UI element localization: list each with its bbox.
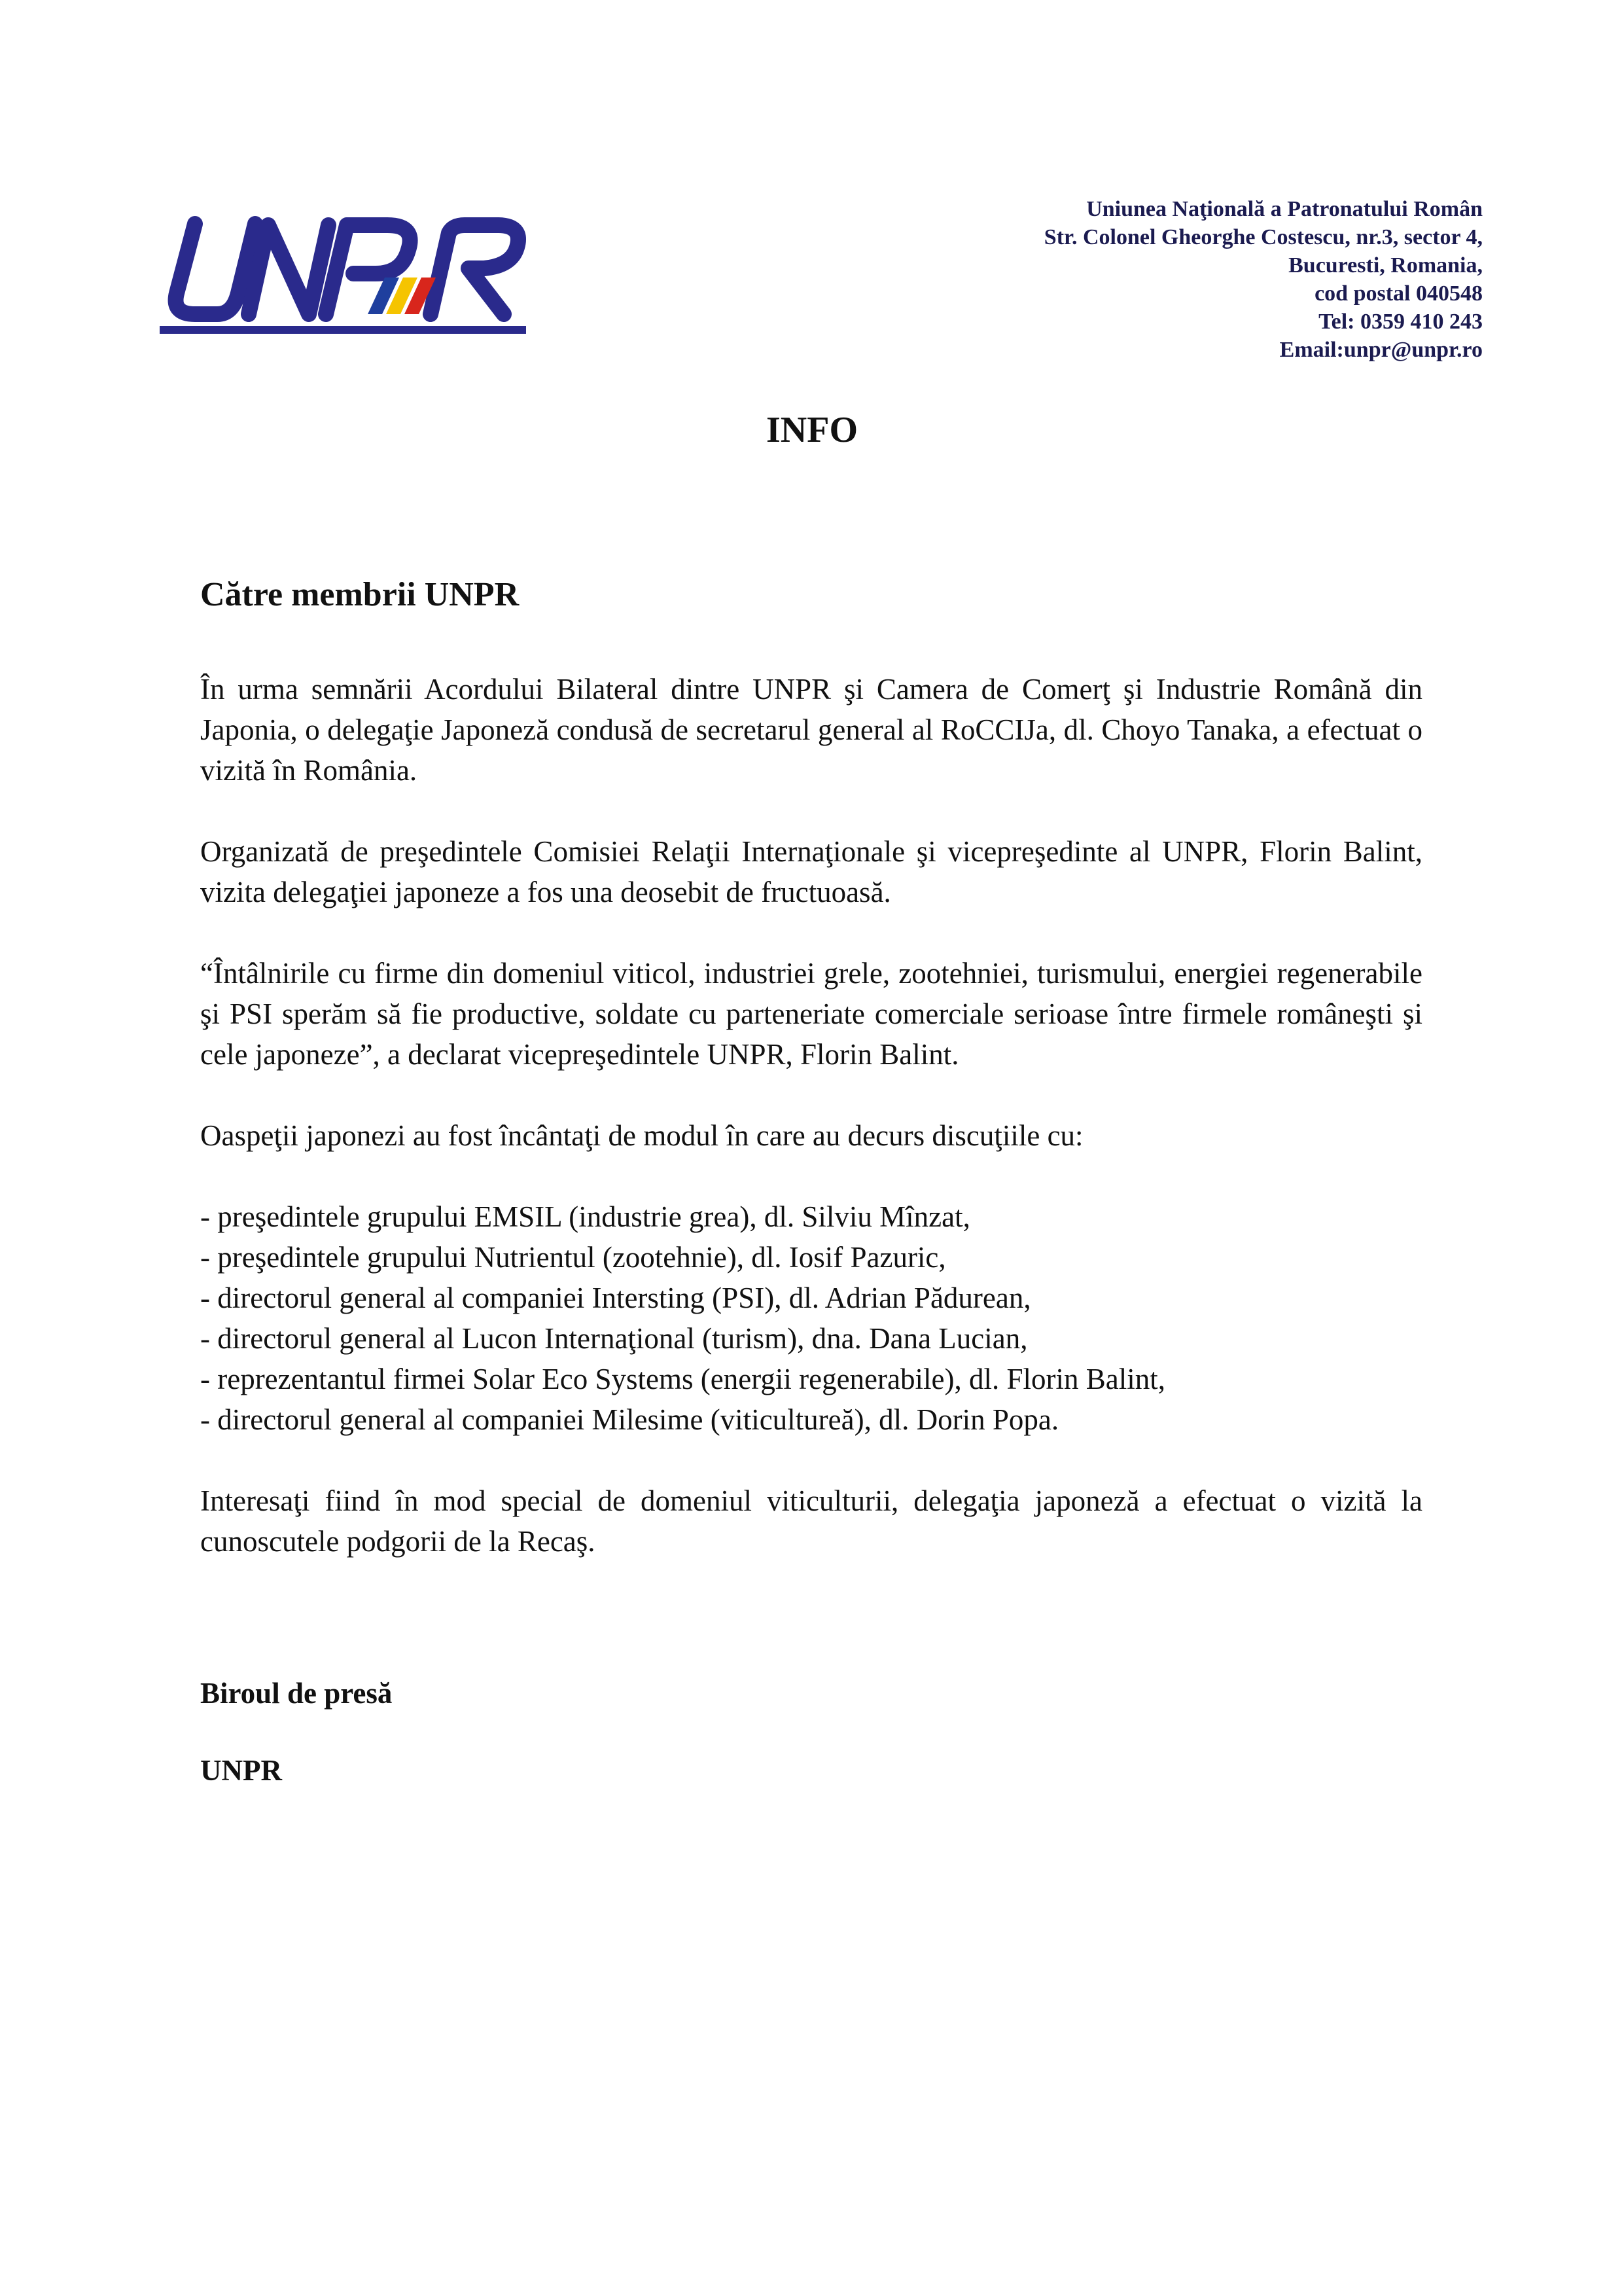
list-item: - preşedintele grupului EMSIL (industrie grea), dl. Silviu Mînzat, bbox=[200, 1200, 970, 1233]
list-item: - directorul general al Lucon Internaţional (turism), dna. Dana Lucian, bbox=[200, 1322, 1028, 1355]
paragraph-organization: Organizată de preşedintele Comisiei Relaţii Internaţionale şi vicepreşedinte al UNPR, Florin Balint, vizita delegaţiei japoneze a fos una deosebit de fructuoasă. bbox=[200, 835, 1422, 908]
list-item: - directorul general al companiei Milesime (viticultureă), dl. Dorin Popa. bbox=[200, 1403, 1059, 1436]
logo-letter-u bbox=[176, 224, 255, 314]
org-postal-code: cod postal 040548 bbox=[1315, 281, 1483, 306]
organization-address bbox=[697, 195, 1483, 364]
logo-letter-n bbox=[249, 225, 328, 314]
org-phone: Tel: 0359 410 243 bbox=[1318, 310, 1483, 334]
org-street: Str. Colonel Gheorghe Costescu, nr.3, sector 4, bbox=[1044, 225, 1483, 249]
salutation: Către membrii UNPR bbox=[200, 576, 520, 613]
signature-block bbox=[200, 1673, 392, 1827]
list-item: - reprezentantul firmei Solar Eco Systems (energii regenerabile), dl. Florin Balint, bbox=[200, 1363, 1165, 1395]
unpr-logo-graphic bbox=[157, 209, 537, 340]
signature-department: Biroul de presă bbox=[200, 1677, 393, 1710]
org-email: Email:unpr@unpr.ro bbox=[1279, 338, 1483, 362]
paragraph-discussions-intro: Oaspeţii japonezi au fost încântaţi de modul în care au decurs discuţiile cu: bbox=[200, 1119, 1084, 1152]
paragraph-closing: Interesaţi fiind în mod special de domeniul viticulturii, delegaţia japoneză a efectuat o vizită la cunoscutele podgorii de la Recaş. bbox=[200, 1484, 1422, 1558]
logo-underline bbox=[160, 326, 526, 334]
unpr-logo bbox=[157, 209, 537, 340]
participants-list bbox=[200, 1196, 1422, 1440]
logo-letter-r bbox=[431, 225, 518, 314]
org-city: Bucuresti, Romania, bbox=[1288, 253, 1483, 278]
list-item: - preşedintele grupului Nutrientul (zootehnie), dl. Iosif Pazuric, bbox=[200, 1241, 946, 1274]
document-title: INFO bbox=[766, 410, 858, 450]
list-item: - directorul general al companiei Intersting (PSI), dl. Adrian Pădurean, bbox=[200, 1282, 1031, 1314]
paragraph-quote: “Întâlnirile cu firme din domeniul viticol, industriei grele, zootehniei, turismului, energiei regenerabile şi PSI sperăm să fie productive, soldate cu parteneriate comerciale serioase între firmele româneşti şi cele japoneze”, a declarat vicepreşedintele UNPR, Florin Balint. bbox=[200, 957, 1422, 1071]
signature-organization: UNPR bbox=[200, 1754, 282, 1787]
org-name: Uniunea Naţională a Patronatului Român bbox=[1086, 197, 1483, 221]
paragraph-agreement: În urma semnării Acordului Bilateral dintre UNPR şi Camera de Comerţ şi Industrie Română din Japonia, o delegaţie Japoneză condusă de secretarul general al RoCCIJa, dl. Choyo Tanaka, a efectuat o vizită în România. bbox=[200, 673, 1422, 787]
document-body bbox=[200, 669, 1422, 1602]
